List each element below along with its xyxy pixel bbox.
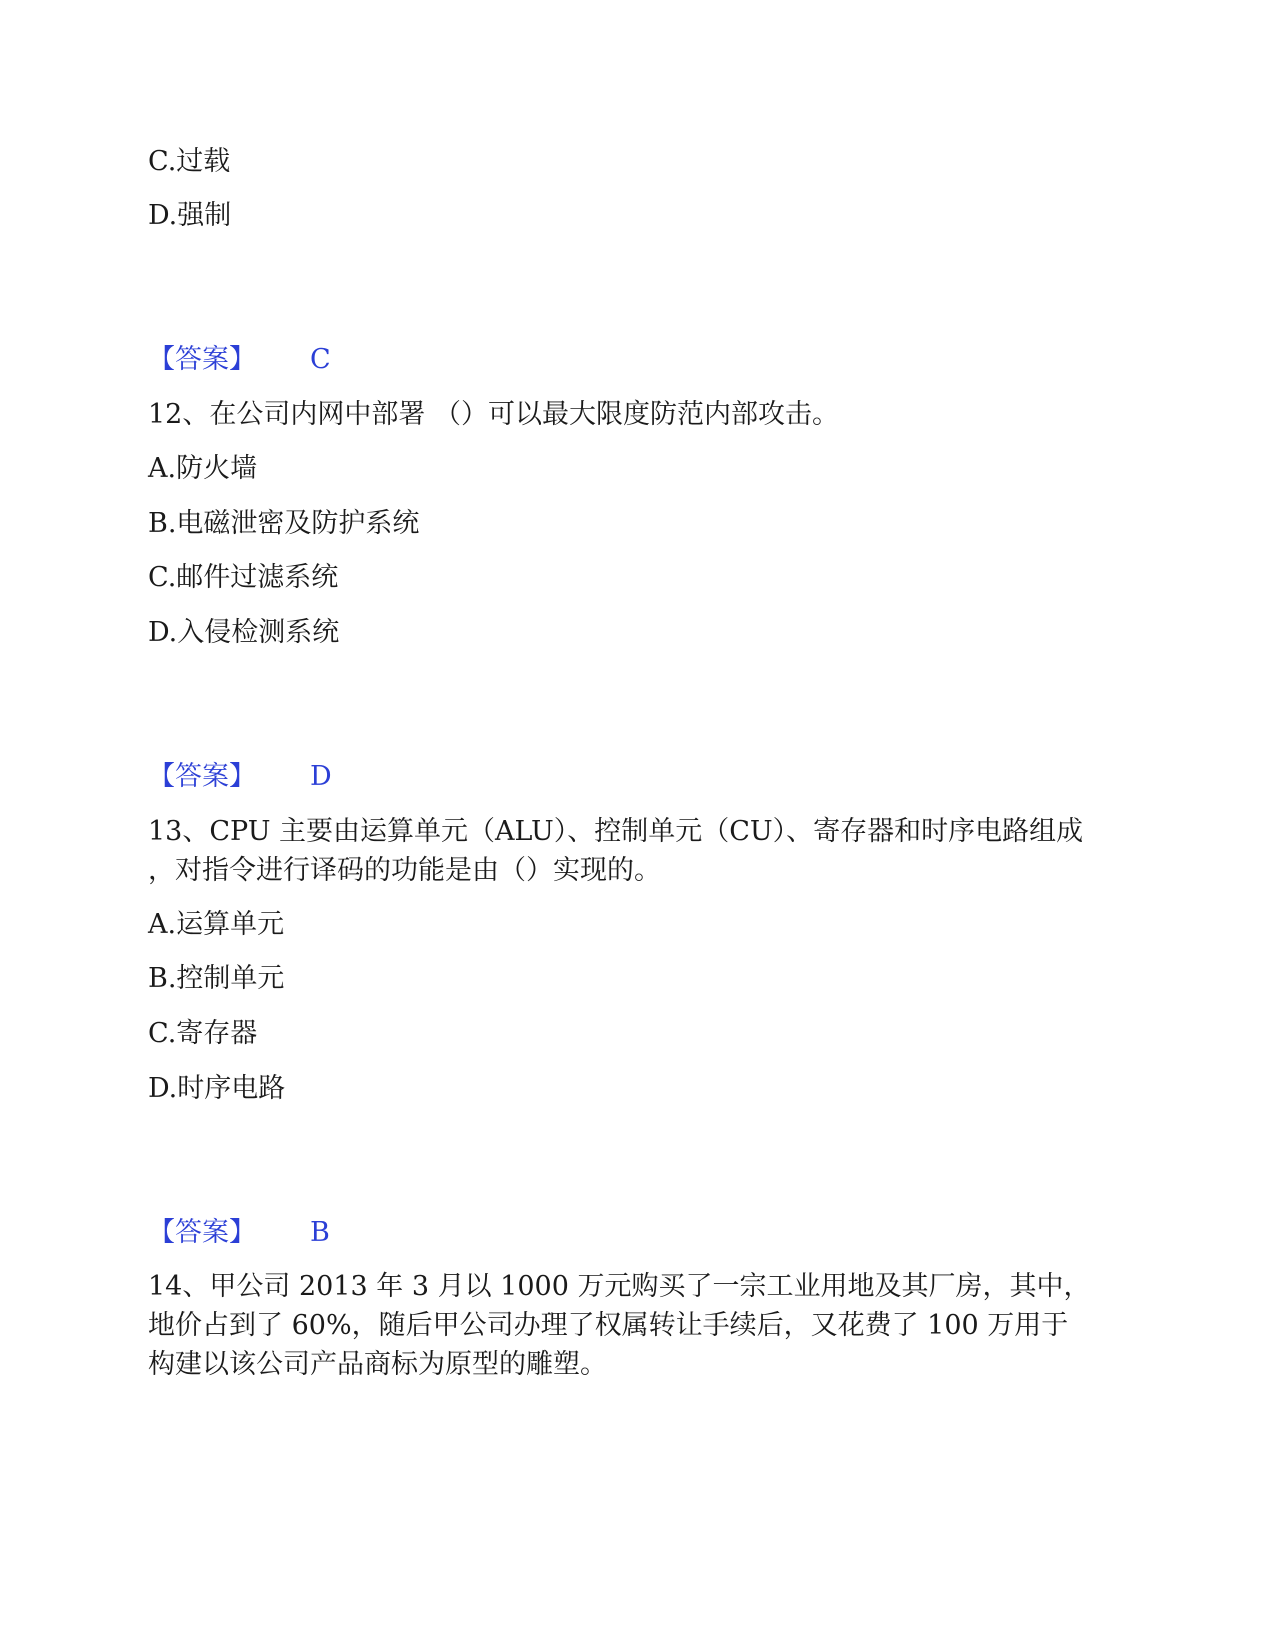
q14-stem-line-1: 14、甲公司 2013 年 3 月以 1000 万元购买了一宗工业用地及其厂房，其中， xyxy=(148,1271,1091,1302)
q13-option-d: D.时序电路 xyxy=(148,1073,286,1104)
answer-value: C xyxy=(310,344,331,375)
q13-option-c: C.寄存器 xyxy=(148,1018,258,1049)
q11-answer xyxy=(148,340,331,380)
q12-option-b: B.电磁泄密及防护系统 xyxy=(148,508,420,539)
q14-stem-line-3: 构建以该公司产品商标为原型的雕塑。 xyxy=(148,1349,607,1380)
answer-label: 【答案】 xyxy=(148,344,256,375)
q12-option-a: A.防火墙 xyxy=(148,453,258,484)
q12-stem-line-1: 12、在公司内网中部署 （）可以最大限度防范内部攻击。 xyxy=(148,399,839,430)
q13-stem-line-2: ，对指令进行译码的功能是由（）实现的。 xyxy=(148,855,661,886)
q13-stem-line-1: 13、CPU 主要由运算单元（ALU）、控制单元（CU）、寄存器和时序电路组成 xyxy=(148,816,1084,847)
q12-option-c: C.邮件过滤系统 xyxy=(148,562,339,593)
answer-label: 【答案】 xyxy=(148,761,256,792)
q13-option-a: A.运算单元 xyxy=(148,909,285,940)
q11-option-c: C.过载 xyxy=(148,146,231,177)
answer-value: B xyxy=(310,1217,330,1248)
answer-value: D xyxy=(310,761,332,792)
q13-option-b: B.控制单元 xyxy=(148,963,285,994)
q12-option-d: D.入侵检测系统 xyxy=(148,617,340,648)
answer-label: 【答案】 xyxy=(148,1217,256,1248)
q13-answer xyxy=(148,1213,330,1253)
q11-option-d: D.强制 xyxy=(148,200,232,231)
q14-stem-line-2: 地价占到了 60%，随后甲公司办理了权属转让手续后，又花费了 100 万用于 xyxy=(148,1310,1069,1341)
q12-answer xyxy=(148,757,332,797)
